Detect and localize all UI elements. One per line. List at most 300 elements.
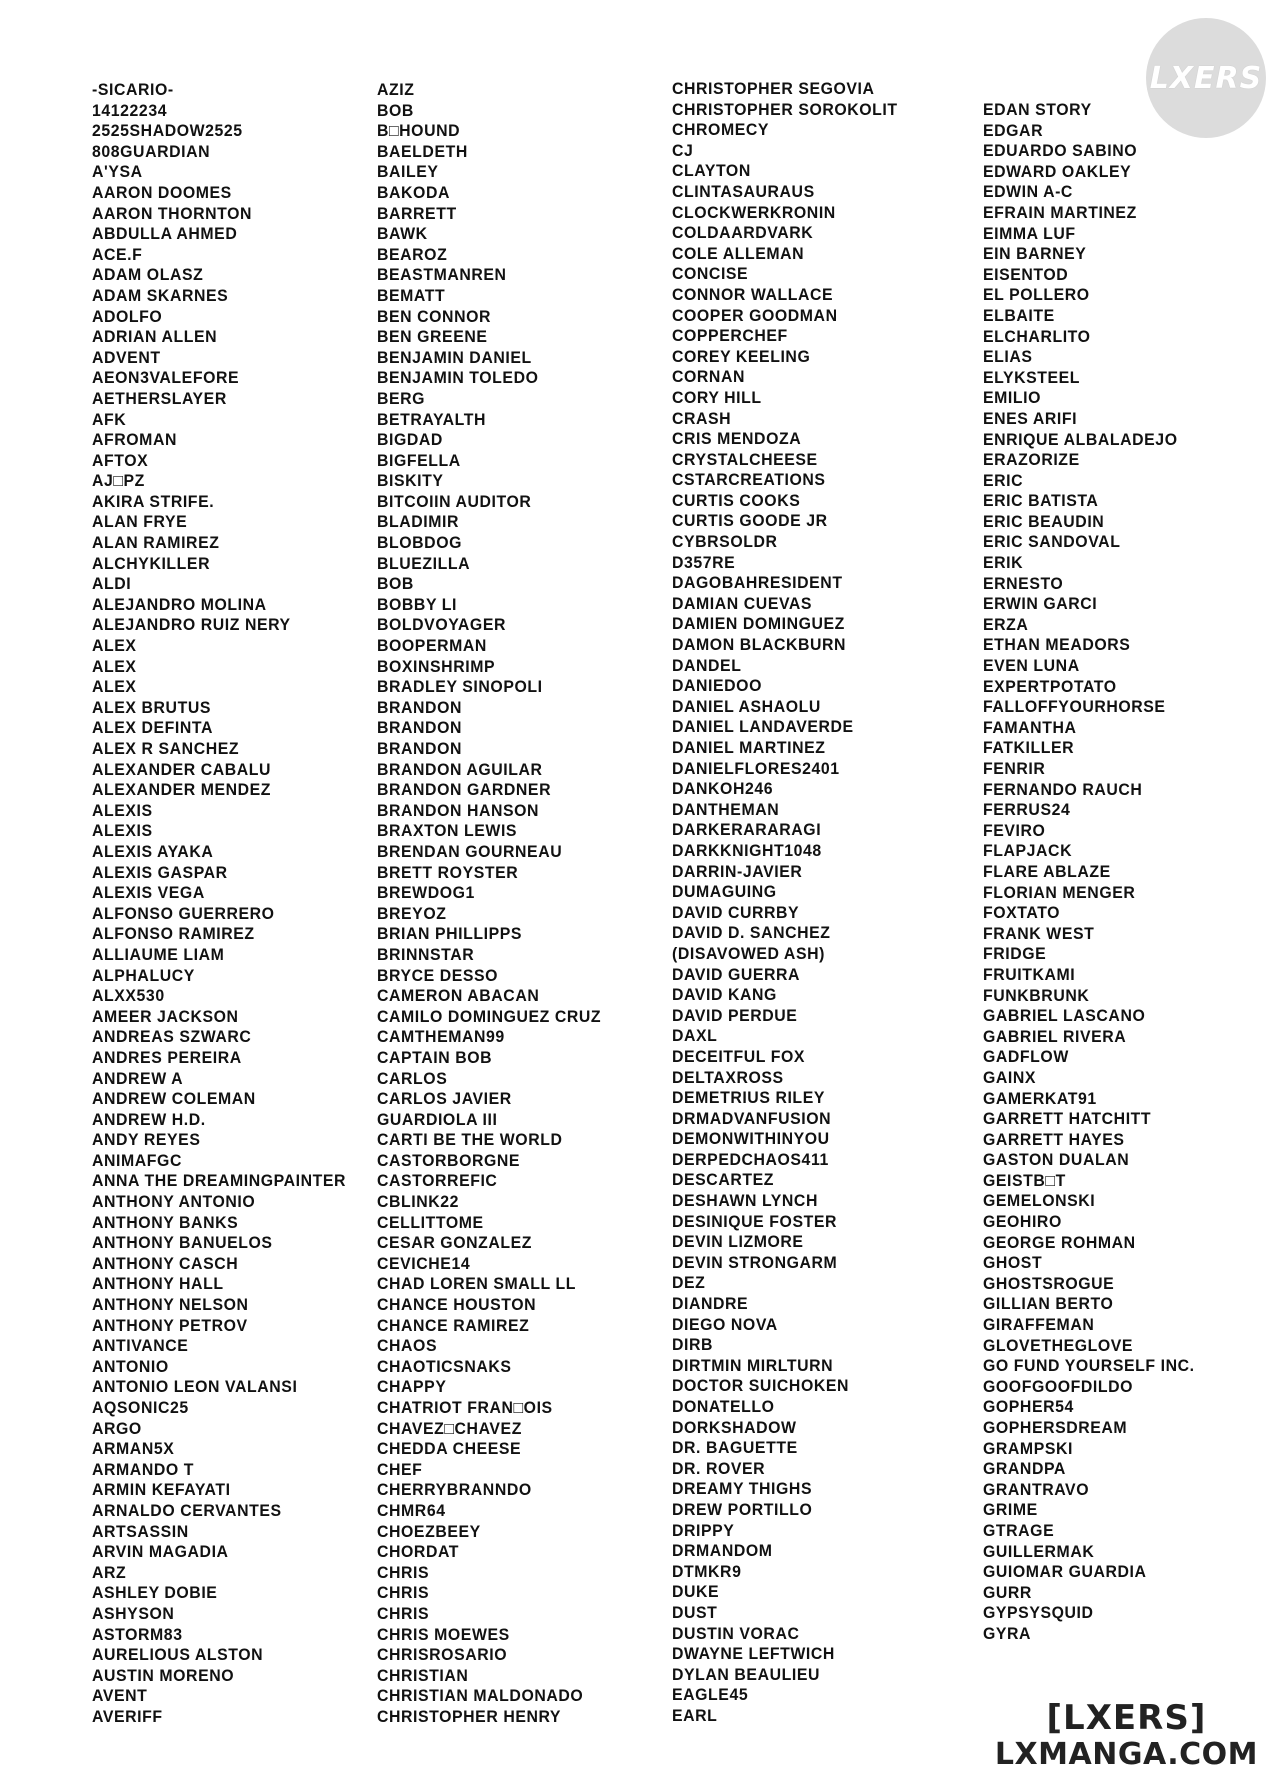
- name-entry: DONATELLO: [672, 1398, 775, 1416]
- name-entry: DEVIN LIZMORE: [672, 1233, 804, 1252]
- name-entry: ALEX: [92, 637, 137, 656]
- name-entry: ANDY REYES: [92, 1131, 201, 1150]
- name-entry: BARRETT: [377, 204, 457, 223]
- name-entry: ARZ: [92, 1563, 127, 1582]
- name-entry: GUIOMAR GUARDIA: [983, 1563, 1147, 1582]
- name-entry: EIN BARNEY: [983, 245, 1087, 264]
- name-entry: BEAROZ: [377, 245, 448, 264]
- name-entry: COLE ALLEMAN: [672, 244, 805, 263]
- name-entry: BLUEZILLA: [377, 554, 471, 573]
- name-entry: DESHAWN LYNCH: [672, 1192, 818, 1211]
- name-entry: DANKOH246: [672, 780, 774, 799]
- name-entry: GUARDIOLA III: [377, 1110, 498, 1129]
- name-entry: DAVID PERDUE: [672, 1006, 798, 1025]
- name-entry: EISENTOD: [983, 265, 1069, 284]
- name-entry: GAINX: [983, 1068, 1037, 1087]
- name-entry: CURTIS GOODE JR: [672, 512, 828, 531]
- name-entry: CHAD LOREN SMALL LL: [377, 1275, 576, 1294]
- name-entry: COREY KEELING: [672, 347, 811, 366]
- name-entry: ERNESTO: [983, 574, 1064, 593]
- name-entry: EDWARD OAKLEY: [983, 162, 1132, 181]
- name-entry: ALEXIS GASPAR: [92, 863, 228, 882]
- name-entry: ANTHONY ANTONIO: [92, 1193, 256, 1212]
- name-entry: AFTOX: [92, 451, 149, 470]
- name-entry: CHORDAT: [377, 1543, 460, 1562]
- name-entry: CHANCE HOUSTON: [377, 1296, 537, 1315]
- name-entry: ARTSASSIN: [92, 1522, 189, 1541]
- name-entry: ADAM SKARNES: [92, 286, 229, 305]
- name-entry: CSTARCREATIONS: [672, 471, 826, 490]
- name-entry: ASTORM83: [92, 1625, 183, 1644]
- name-entry: DIRB: [672, 1336, 714, 1355]
- name-entry: EVEN LUNA: [983, 657, 1080, 676]
- name-entry: CARLOS: [377, 1069, 448, 1088]
- name-entry: CYBRSOLDR: [672, 533, 778, 552]
- name-column-1: [92, 80, 346, 1728]
- name-entry: DAMON BLACKBURN: [672, 636, 847, 655]
- name-entry: DIANDRE: [672, 1295, 749, 1314]
- name-entry: CHRIS MOEWES: [377, 1625, 510, 1644]
- name-entry: ANDREAS SZWARC: [92, 1028, 252, 1047]
- name-entry: ANDREW COLEMAN: [92, 1090, 256, 1109]
- name-entry: AETHERSLAYER: [92, 389, 227, 408]
- name-entry: GHOST: [983, 1254, 1043, 1273]
- name-entry: DAVID D. SANCHEZ: [672, 924, 831, 943]
- name-entry: DOCTOR SUICHOKEN: [672, 1377, 850, 1396]
- name-entry: BIGDAD: [377, 431, 443, 450]
- name-entry: GRIME: [983, 1501, 1038, 1520]
- name-entry: CASTORBORGNE: [377, 1151, 521, 1170]
- name-entry: ENES ARIFI: [983, 409, 1078, 428]
- name-entry: CAMILO DOMINGUEZ CRUZ: [377, 1007, 602, 1026]
- name-entry: ALEX DEFINTA: [92, 719, 214, 738]
- name-entry: A'YSA: [92, 163, 143, 182]
- name-entry: GIRAFFEMAN: [983, 1316, 1095, 1335]
- name-entry: CARLOS JAVIER: [377, 1090, 512, 1109]
- name-entry: CHAOS: [377, 1337, 438, 1356]
- name-entry: DANIEL MARTINEZ: [672, 739, 826, 757]
- name-entry: AMEER JACKSON: [92, 1007, 239, 1026]
- name-entry: ERIC BEAUDIN: [983, 512, 1105, 531]
- name-entry: CHAPPY: [377, 1378, 447, 1397]
- name-entry: BREWDOG1: [377, 884, 475, 903]
- name-entry: CHRIS: [377, 1584, 430, 1603]
- name-entry: BREYOZ: [377, 904, 447, 923]
- name-entry: FERNANDO RAUCH: [983, 780, 1143, 799]
- name-entry: CBLINK22: [377, 1193, 460, 1212]
- name-entry: ANTHONY NELSON: [92, 1296, 249, 1315]
- name-entry: GTRAGE: [983, 1521, 1055, 1540]
- name-entry: CONNOR WALLACE: [672, 285, 834, 304]
- name-entry: ELIAS: [983, 348, 1033, 367]
- name-column-3: [672, 79, 898, 1727]
- name-entry: DUSTIN VORAC: [672, 1624, 800, 1643]
- name-entry: AURELIOUS ALSTON: [92, 1646, 264, 1665]
- name-entry: EL POLLERO: [983, 286, 1090, 305]
- name-entry: DEVIN STRONGARM: [672, 1253, 838, 1272]
- name-entry: CONCISE: [672, 265, 749, 284]
- name-entry: GLOVETHEGLOVE: [983, 1336, 1134, 1355]
- name-entry: CELLITTOME: [377, 1213, 484, 1232]
- name-entry: CHEDDA CHEESE: [377, 1440, 522, 1459]
- name-entry: BAELDETH: [377, 142, 468, 161]
- name-entry: CESAR GONZALEZ: [377, 1234, 533, 1253]
- name-entry: FRIDGE: [983, 945, 1047, 964]
- name-entry: ALAN FRYE: [92, 513, 188, 532]
- name-entry: ALLIAUME LIAM: [92, 945, 225, 964]
- name-entry: BOLDVOYAGER: [377, 616, 506, 635]
- name-entry: DIEGO NOVA: [672, 1315, 778, 1334]
- name-entry: ANTHONY CASCH: [92, 1254, 239, 1273]
- name-entry: DTMKR9: [672, 1562, 742, 1581]
- name-entry: DUMAGUING: [672, 883, 777, 902]
- name-entry: DANDEL: [672, 656, 742, 675]
- name-entry: CHROMECY: [672, 121, 770, 140]
- name-entry: COOPER GOODMAN: [672, 306, 838, 325]
- name-entry: ANNA THE DREAMINGPAINTER: [92, 1172, 347, 1191]
- name-entry: FATKILLER: [983, 739, 1075, 758]
- name-entry: ALEJANDRO MOLINA: [92, 595, 267, 614]
- name-entry: ANTONIO: [92, 1357, 169, 1376]
- name-entry: GEORGE ROHMAN: [983, 1233, 1136, 1252]
- name-entry: BRENDAN GOURNEAU: [377, 842, 563, 861]
- name-entry: B□HOUND: [377, 122, 461, 141]
- name-entry: GYRA: [983, 1624, 1032, 1643]
- name-entry: BOB: [377, 101, 414, 120]
- name-entry: CHERRYBRANNDO: [377, 1481, 532, 1500]
- name-entry: CURTIS COOKS: [672, 491, 801, 510]
- name-entry: CHANCE RAMIREZ: [377, 1316, 530, 1335]
- name-entry: FAMANTHA: [983, 718, 1077, 737]
- name-entry: EMILIO: [983, 389, 1042, 408]
- name-entry: FENRIR: [983, 760, 1046, 778]
- name-entry: BEMATT: [377, 286, 446, 305]
- name-entry: FERRUS24: [983, 801, 1071, 820]
- name-entry: ANDREW A: [92, 1069, 184, 1088]
- name-entry: DESCARTEZ: [672, 1171, 774, 1190]
- name-entry: BRANDON: [377, 698, 462, 717]
- name-entry: ARGO: [92, 1419, 142, 1438]
- name-entry: FUNKBRUNK: [983, 986, 1090, 1005]
- name-entry: GO FUND YOURSELF INC.: [983, 1357, 1195, 1376]
- name-entry: ADRIAN ALLEN: [92, 328, 218, 347]
- name-entry: ELBAITE: [983, 306, 1055, 325]
- name-entry: EDWIN A-C: [983, 183, 1073, 202]
- name-entry: ARVIN MAGADIA: [92, 1543, 229, 1562]
- name-entry: DR. BAGUETTE: [672, 1439, 798, 1458]
- name-entry: DEMONWITHINYOU: [672, 1130, 830, 1149]
- name-entry: GRANTRAVO: [983, 1480, 1090, 1499]
- name-entry: DESINIQUE FOSTER: [672, 1212, 837, 1231]
- name-entry: DARRIN-JAVIER: [672, 862, 803, 881]
- name-entry: BRINNSTAR: [377, 945, 475, 964]
- name-entry: ASHLEY DOBIE: [92, 1584, 218, 1603]
- name-entry: DUST: [672, 1603, 718, 1622]
- name-entry: DEMETRIUS RILEY: [672, 1089, 825, 1108]
- watermark-url: LXMANGA.COM: [994, 1737, 1258, 1772]
- name-entry: CHOEZBEEY: [377, 1522, 481, 1541]
- name-entry: DANIEL LANDAVERDE: [672, 718, 854, 737]
- name-entry: CHEF: [377, 1460, 423, 1479]
- name-entry: ETHAN MEADORS: [983, 636, 1131, 655]
- name-entry: GADFLOW: [983, 1048, 1069, 1067]
- name-entry: BRADLEY SINOPOLI: [377, 678, 543, 697]
- name-entry: GRAMPSKI: [983, 1439, 1073, 1458]
- name-entry: GRANDPA: [983, 1460, 1066, 1479]
- name-entry: GARRETT HATCHITT: [983, 1110, 1152, 1129]
- name-entry: ACE.F: [92, 245, 143, 264]
- name-entry: CHMR64: [377, 1501, 446, 1520]
- name-entry: AFK: [92, 410, 127, 429]
- name-entry: EXPERTPOTATO: [983, 677, 1117, 696]
- name-entry: BRANDON GARDNER: [377, 781, 552, 800]
- name-entry: ALEX BRUTUS: [92, 698, 211, 717]
- name-entry: GABRIEL RIVERA: [983, 1027, 1127, 1046]
- name-entry: DYLAN BEAULIEU: [672, 1665, 820, 1684]
- name-entry: DECEITFUL FOX: [672, 1047, 806, 1066]
- name-entry: ARMIN KEFAYATI: [92, 1481, 231, 1500]
- name-entry: GURR: [983, 1583, 1032, 1602]
- name-entry: BAILEY: [377, 163, 439, 182]
- name-entry: BIGFELLA: [377, 451, 461, 470]
- name-entry: FLORIAN MENGER: [983, 883, 1136, 902]
- name-entry: ALCHYKILLER: [92, 554, 211, 573]
- name-entry: ERIC: [983, 471, 1024, 490]
- name-entry: BEN CONNOR: [377, 307, 492, 326]
- name-entry: AARON DOOMES: [92, 183, 232, 202]
- name-entry: ARMANDO T: [92, 1460, 194, 1479]
- name-entry: ABDULLA AHMED: [92, 225, 238, 244]
- name-entry: GEOHIRO: [983, 1213, 1062, 1232]
- name-entry: CHRISTOPHER SEGOVIA: [672, 80, 875, 98]
- name-entry: BLOBDOG: [377, 534, 462, 553]
- name-entry: DREAMY THIGHS: [672, 1480, 813, 1499]
- name-entry: CHAVEZ□CHAVEZ: [377, 1419, 522, 1438]
- name-entry: FLAPJACK: [983, 842, 1073, 861]
- name-entry: AEON3VALEFORE: [92, 369, 240, 388]
- name-entry: ELCHARLITO: [983, 327, 1091, 346]
- name-entry: AQSONIC25: [92, 1399, 189, 1417]
- name-entry: DORKSHADOW: [672, 1418, 797, 1437]
- name-entry: BRIAN PHILLIPPS: [377, 925, 523, 944]
- name-entry: FALLOFFYOURHORSE: [983, 698, 1166, 717]
- name-entry: ALFONSO RAMIREZ: [92, 925, 255, 944]
- name-entry: ANTHONY BANKS: [92, 1213, 239, 1232]
- name-entry: DAGOBAHRESIDENT: [672, 574, 843, 593]
- name-entry: CLAYTON: [672, 162, 751, 181]
- name-entry: BENJAMIN TOLEDO: [377, 369, 539, 388]
- name-entry: GEMELONSKI: [983, 1192, 1096, 1211]
- name-entry: ADAM OLASZ: [92, 266, 204, 285]
- name-entry: ALXX530: [92, 987, 165, 1006]
- name-entry: DR. ROVER: [672, 1459, 766, 1478]
- name-entry: CHRISTOPHER HENRY: [377, 1707, 562, 1726]
- name-entry: ANDRES PEREIRA: [92, 1048, 242, 1067]
- name-entry: DAVID KANG: [672, 986, 777, 1005]
- name-entry: BLADIMIR: [377, 513, 460, 532]
- name-entry: ALEX R SANCHEZ: [92, 740, 240, 758]
- name-entry: DIRTMIN MIRLTURN: [672, 1356, 834, 1375]
- name-entry: EDGAR: [983, 121, 1044, 140]
- name-entry: ALFONSO GUERRERO: [92, 904, 275, 923]
- name-entry: ERZA: [983, 615, 1029, 634]
- name-entry: CHRISROSARIO: [377, 1646, 508, 1665]
- name-entry: DELTAXROSS: [672, 1068, 784, 1087]
- name-entry: CLOCKWERKRONIN: [672, 203, 836, 222]
- name-entry: AARON THORNTON: [92, 204, 253, 223]
- name-entry: ANTHONY BANUELOS: [92, 1234, 273, 1253]
- name-entry: AUSTIN MORENO: [92, 1666, 235, 1685]
- name-entry: CHAOTICSNAKS: [377, 1357, 512, 1376]
- name-entry: CHRISTIAN: [377, 1666, 469, 1685]
- name-entry: GHOSTSROGUE: [983, 1274, 1115, 1293]
- name-entry: BOXINSHRIMP: [377, 657, 496, 676]
- name-entry: ALDI: [92, 575, 132, 594]
- name-entry: COPPERCHEF: [672, 327, 788, 346]
- name-entry: DAMIAN CUEVAS: [672, 594, 813, 613]
- name-entry: 808GUARDIAN: [92, 142, 211, 161]
- name-entry: D357RE: [672, 553, 736, 572]
- name-entry: ADVENT: [92, 348, 161, 367]
- name-entry: (DISAVOWED ASH): [672, 944, 825, 963]
- name-entry: AVENT: [92, 1687, 148, 1706]
- name-entry: BETRAYALTH: [377, 410, 487, 429]
- name-entry: FRANK WEST: [983, 924, 1095, 943]
- name-entry: ALEXIS: [92, 801, 153, 820]
- name-entry: BRAXTON LEWIS: [377, 822, 518, 841]
- name-entry: ALPHALUCY: [92, 966, 195, 985]
- name-entry: BOB: [377, 575, 414, 594]
- name-entry: ADOLFO: [92, 307, 163, 326]
- name-entry: ANTIVANCE: [92, 1337, 189, 1356]
- name-entry: ERIK: [983, 554, 1024, 573]
- name-entry: GASTON DUALAN: [983, 1151, 1130, 1170]
- name-entry: EFRAIN MARTINEZ: [983, 203, 1137, 222]
- name-entry: GUILLERMAK: [983, 1542, 1095, 1561]
- name-entry: FOXTATO: [983, 904, 1061, 923]
- name-entry: BRANDON HANSON: [377, 801, 540, 820]
- name-entry: BITCOIIN AUDITOR: [377, 492, 532, 511]
- name-entry: DAVID CURRBY: [672, 903, 800, 922]
- name-entry: EDUARDO SABINO: [983, 142, 1138, 161]
- name-entry: CHRIS: [377, 1563, 430, 1582]
- name-entry: CHRISTIAN MALDONADO: [377, 1687, 584, 1706]
- name-entry: BENJAMIN DANIEL: [377, 348, 532, 367]
- name-entry: ALAN RAMIREZ: [92, 534, 220, 553]
- name-entry: CORY HILL: [672, 388, 762, 407]
- name-entry: BOBBY LI: [377, 595, 458, 614]
- name-entry: BAWK: [377, 225, 428, 244]
- name-entry: BRANDON: [377, 719, 462, 738]
- name-column-2: [377, 80, 601, 1728]
- name-entry: COLDAARDVARK: [672, 224, 814, 243]
- name-entry: BRANDON: [377, 740, 462, 758]
- name-entry: CHRISTOPHER SOROKOLIT: [672, 100, 898, 119]
- name-entry: EARL: [672, 1706, 718, 1725]
- name-entry: BAKODA: [377, 183, 450, 202]
- name-entry: DREW PORTILLO: [672, 1500, 813, 1519]
- name-entry: CLINTASAURAUS: [672, 182, 815, 201]
- name-entry: AJ□PZ: [92, 472, 145, 491]
- name-entry: 14122234: [92, 101, 168, 120]
- name-entry: ANTONIO LEON VALANSI: [92, 1378, 298, 1397]
- name-entry: -SICARIO-: [92, 81, 174, 99]
- name-entry: DANIEL ASHAOLU: [672, 697, 821, 716]
- name-entry: BISKITY: [377, 472, 444, 491]
- name-entry: GOPHERSDREAM: [983, 1419, 1128, 1437]
- name-entry: GABRIEL LASCANO: [983, 1007, 1146, 1026]
- name-entry: ALEJANDRO RUIZ NERY: [92, 616, 291, 635]
- name-entry: DERPEDCHAOS411: [672, 1150, 829, 1169]
- name-entry: CHATRIOT FRAN□OIS: [377, 1399, 553, 1417]
- name-entry: DANIELFLORES2401: [672, 759, 840, 778]
- name-entry: ALEXIS AYAKA: [92, 842, 214, 861]
- name-entry: DWAYNE LEFTWICH: [672, 1645, 835, 1664]
- name-entry: DAXL: [672, 1027, 718, 1046]
- name-entry: DANTHEMAN: [672, 800, 780, 819]
- name-entry: ALEXIS: [92, 822, 153, 841]
- name-entry: DAVID GUERRA: [672, 965, 801, 984]
- lxers-logo-text: LXERS: [1149, 60, 1263, 96]
- name-entry: CJ: [672, 141, 694, 160]
- name-entry: BEN GREENE: [377, 328, 488, 347]
- name-entry: ALEXANDER CABALU: [92, 760, 272, 779]
- name-entry: AVERIFF: [92, 1707, 163, 1726]
- name-entry: CARTI BE THE WORLD: [377, 1131, 563, 1150]
- name-entry: 2525SHADOW2525: [92, 122, 243, 141]
- name-entry: ARMAN5X: [92, 1440, 175, 1459]
- name-entry: CHRIS: [377, 1604, 430, 1623]
- name-entry: ANIMAFGC: [92, 1151, 182, 1170]
- name-entry: ANTHONY PETROV: [92, 1316, 248, 1335]
- watermark-brand: [LXERS]: [1046, 1698, 1207, 1738]
- name-entry: ENRIQUE ALBALADEJO: [983, 430, 1178, 449]
- name-entry: GAMERKAT91: [983, 1089, 1097, 1108]
- name-entry: ERIC BATISTA: [983, 492, 1099, 511]
- name-entry: ARNALDO CERVANTES: [92, 1501, 282, 1520]
- name-entry: BERG: [377, 389, 426, 408]
- name-entry: GARRETT HAYES: [983, 1130, 1125, 1149]
- name-entry: BEASTMANREN: [377, 266, 507, 285]
- name-entry: GYPSYSQUID: [983, 1604, 1094, 1623]
- name-entry: CAPTAIN BOB: [377, 1048, 493, 1067]
- name-entry: CEVICHE14: [377, 1254, 471, 1273]
- name-entry: CAMTHEMAN99: [377, 1028, 505, 1047]
- name-entry: ALEXANDER MENDEZ: [92, 781, 272, 800]
- name-entry: AKIRA STRIFE.: [92, 492, 215, 511]
- name-entry: CRASH: [672, 409, 732, 428]
- name-entry: EDAN STORY: [983, 101, 1092, 119]
- name-entry: DRIPPY: [672, 1521, 735, 1540]
- name-entry: ELYKSTEEL: [983, 368, 1081, 387]
- name-entry: ALEXIS VEGA: [92, 884, 205, 903]
- name-entry: CRIS MENDOZA: [672, 430, 802, 449]
- name-entry: EIMMA LUF: [983, 224, 1076, 243]
- name-entry: ASHYSON: [92, 1604, 175, 1623]
- name-entry: CASTORREFIC: [377, 1172, 498, 1191]
- name-entry: BRANDON AGUILAR: [377, 760, 543, 779]
- name-entry: ERIC SANDOVAL: [983, 533, 1121, 552]
- name-entry: AFROMAN: [92, 431, 177, 450]
- name-entry: ERAZORIZE: [983, 451, 1080, 470]
- name-entry: ALEX: [92, 678, 137, 697]
- name-entry: GOOFGOOFDILDO: [983, 1377, 1134, 1396]
- name-entry: ALEX: [92, 657, 137, 676]
- name-entry: ERWIN GARCI: [983, 595, 1098, 614]
- name-entry: CAMERON ABACAN: [377, 987, 540, 1006]
- name-entry: DRMANDOM: [672, 1542, 773, 1561]
- name-entry: AZIZ: [377, 81, 415, 99]
